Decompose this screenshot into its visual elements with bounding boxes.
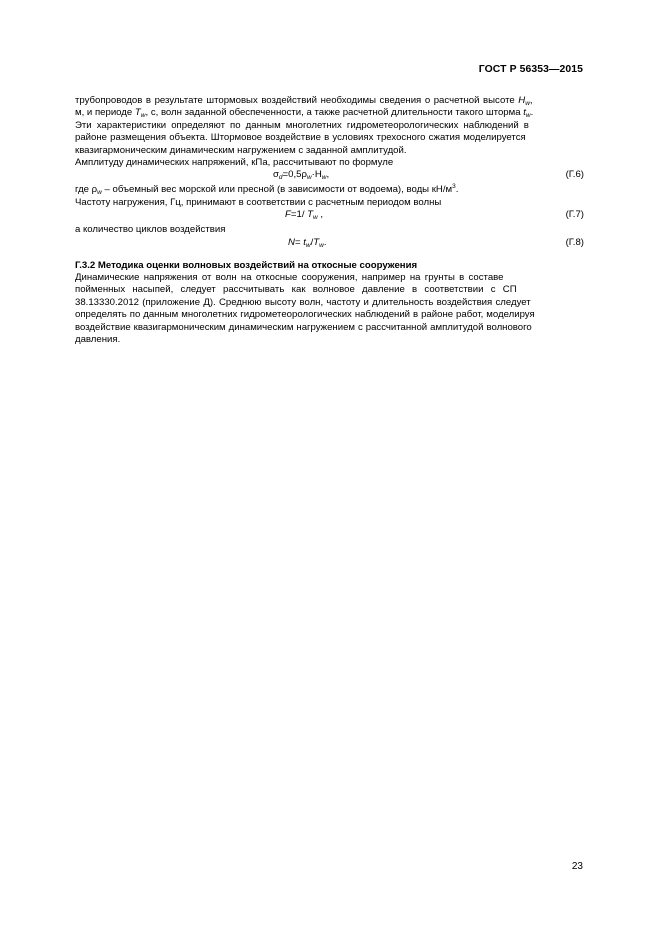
text-run: трубопроводов в результате штормовых воздействий необходимы сведения о расчетной высоте bbox=[75, 95, 519, 106]
text-run: , bbox=[317, 209, 324, 221]
paragraph-line: районе размещения объекта. Штормовое воздействие в условиях трехосного сжатия моделируется bbox=[75, 132, 526, 144]
text-run: , с, волн заданной обеспеченности, а также расчетной длительности такого шторма bbox=[145, 107, 524, 119]
subscript: w bbox=[525, 100, 530, 107]
formula-g6-row bbox=[75, 169, 584, 184]
subscript: w bbox=[97, 189, 102, 197]
variable-t: t bbox=[523, 107, 526, 119]
text-run: = bbox=[294, 236, 304, 248]
formula-g7-row bbox=[75, 209, 584, 224]
text-run: где bbox=[75, 184, 92, 196]
subscript: w bbox=[319, 241, 324, 249]
formula-g8 bbox=[288, 237, 327, 249]
subscript: w bbox=[140, 112, 146, 120]
subscript: w bbox=[313, 214, 318, 222]
paragraph-line: Эти характеристики определяют по данным многолетних гидрометеорологических наблюдений в bbox=[75, 119, 529, 131]
rho-symbol: ρ bbox=[91, 184, 98, 196]
formula-g8-row bbox=[75, 237, 584, 252]
text-run: , bbox=[529, 95, 533, 106]
formula-g6 bbox=[273, 169, 329, 181]
paragraph-line: Частоту нагружения, Гц, принимают в соответствии с расчетным периодом волны bbox=[75, 196, 442, 208]
text-run: м, и периоде bbox=[75, 107, 135, 119]
variable-H: H bbox=[518, 95, 526, 106]
paragraph-line: а количество циклов воздействия bbox=[75, 224, 226, 236]
formula-number: (Г.6) bbox=[565, 169, 584, 181]
page-number: 23 bbox=[571, 861, 583, 872]
paragraph-line: определять по данным многолетних гидрометеорологических наблюдений в районе работ, моделируя bbox=[75, 309, 535, 321]
text-run: ·H bbox=[311, 169, 322, 181]
rho-symbol: ρ bbox=[301, 169, 307, 181]
paragraph-line bbox=[75, 107, 584, 119]
text-run: =1/ bbox=[290, 209, 308, 221]
variable-T: T bbox=[134, 107, 141, 119]
paragraph-line: Динамические напряжения от волн на откосные сооружения, например на грунты в составе bbox=[75, 272, 504, 284]
paragraph-line: пойменных насыпей, следует рассчитывать как волновое давление в соответствии с СП bbox=[75, 284, 517, 296]
subscript: w bbox=[306, 174, 312, 182]
variable-T: T bbox=[307, 209, 314, 221]
formula-number: (Г.8) bbox=[565, 236, 584, 248]
paragraph-line: Амплитуду динамических напряжений, кПа, рассчитывают по формуле bbox=[75, 157, 394, 169]
superscript: 3 bbox=[452, 183, 456, 191]
paragraph-line: давления. bbox=[75, 334, 121, 346]
paragraph-line bbox=[75, 95, 584, 107]
text-run: . bbox=[530, 107, 534, 119]
subscript: w bbox=[305, 241, 311, 249]
document-body bbox=[75, 95, 584, 347]
text-run: – объемный вес морской или пресной (в зависимости от водоема), воды кН/м bbox=[101, 184, 453, 196]
variable-F: F bbox=[285, 209, 291, 221]
text-run: / bbox=[310, 236, 314, 248]
paragraph-line bbox=[75, 184, 584, 196]
formula-number: (Г.7) bbox=[565, 209, 584, 221]
text-run: =0,5 bbox=[282, 169, 302, 181]
paragraph-line: воздействие квазигармоническим динамическим нагружением с рассчитанной амплитудой волнового bbox=[75, 321, 532, 333]
section-heading-g32: Г.3.2 Методика оценки волновых воздействий на откосные сооружения bbox=[75, 259, 418, 271]
variable-N: N bbox=[288, 236, 295, 248]
sigma-symbol: σ bbox=[273, 169, 279, 181]
text-run: . bbox=[323, 236, 327, 248]
paragraph-line: квазигармоническим динамическим нагружением с заданной амплитудой. bbox=[75, 144, 407, 156]
formula-g7 bbox=[285, 209, 323, 221]
subscript: w bbox=[321, 174, 327, 182]
variable-T: T bbox=[313, 236, 320, 248]
text-run: , bbox=[326, 169, 330, 181]
subscript: w bbox=[525, 112, 531, 120]
variable-t: t bbox=[303, 236, 306, 248]
document-header-id: ГОСТ Р 56353—2015 bbox=[478, 64, 583, 75]
subscript: d bbox=[278, 174, 283, 182]
paragraph-line: 38.13330.2012 (приложение Д). Среднюю высоту волн, частоту и длительность воздействия следует bbox=[75, 296, 531, 308]
text-run: . bbox=[455, 184, 459, 196]
